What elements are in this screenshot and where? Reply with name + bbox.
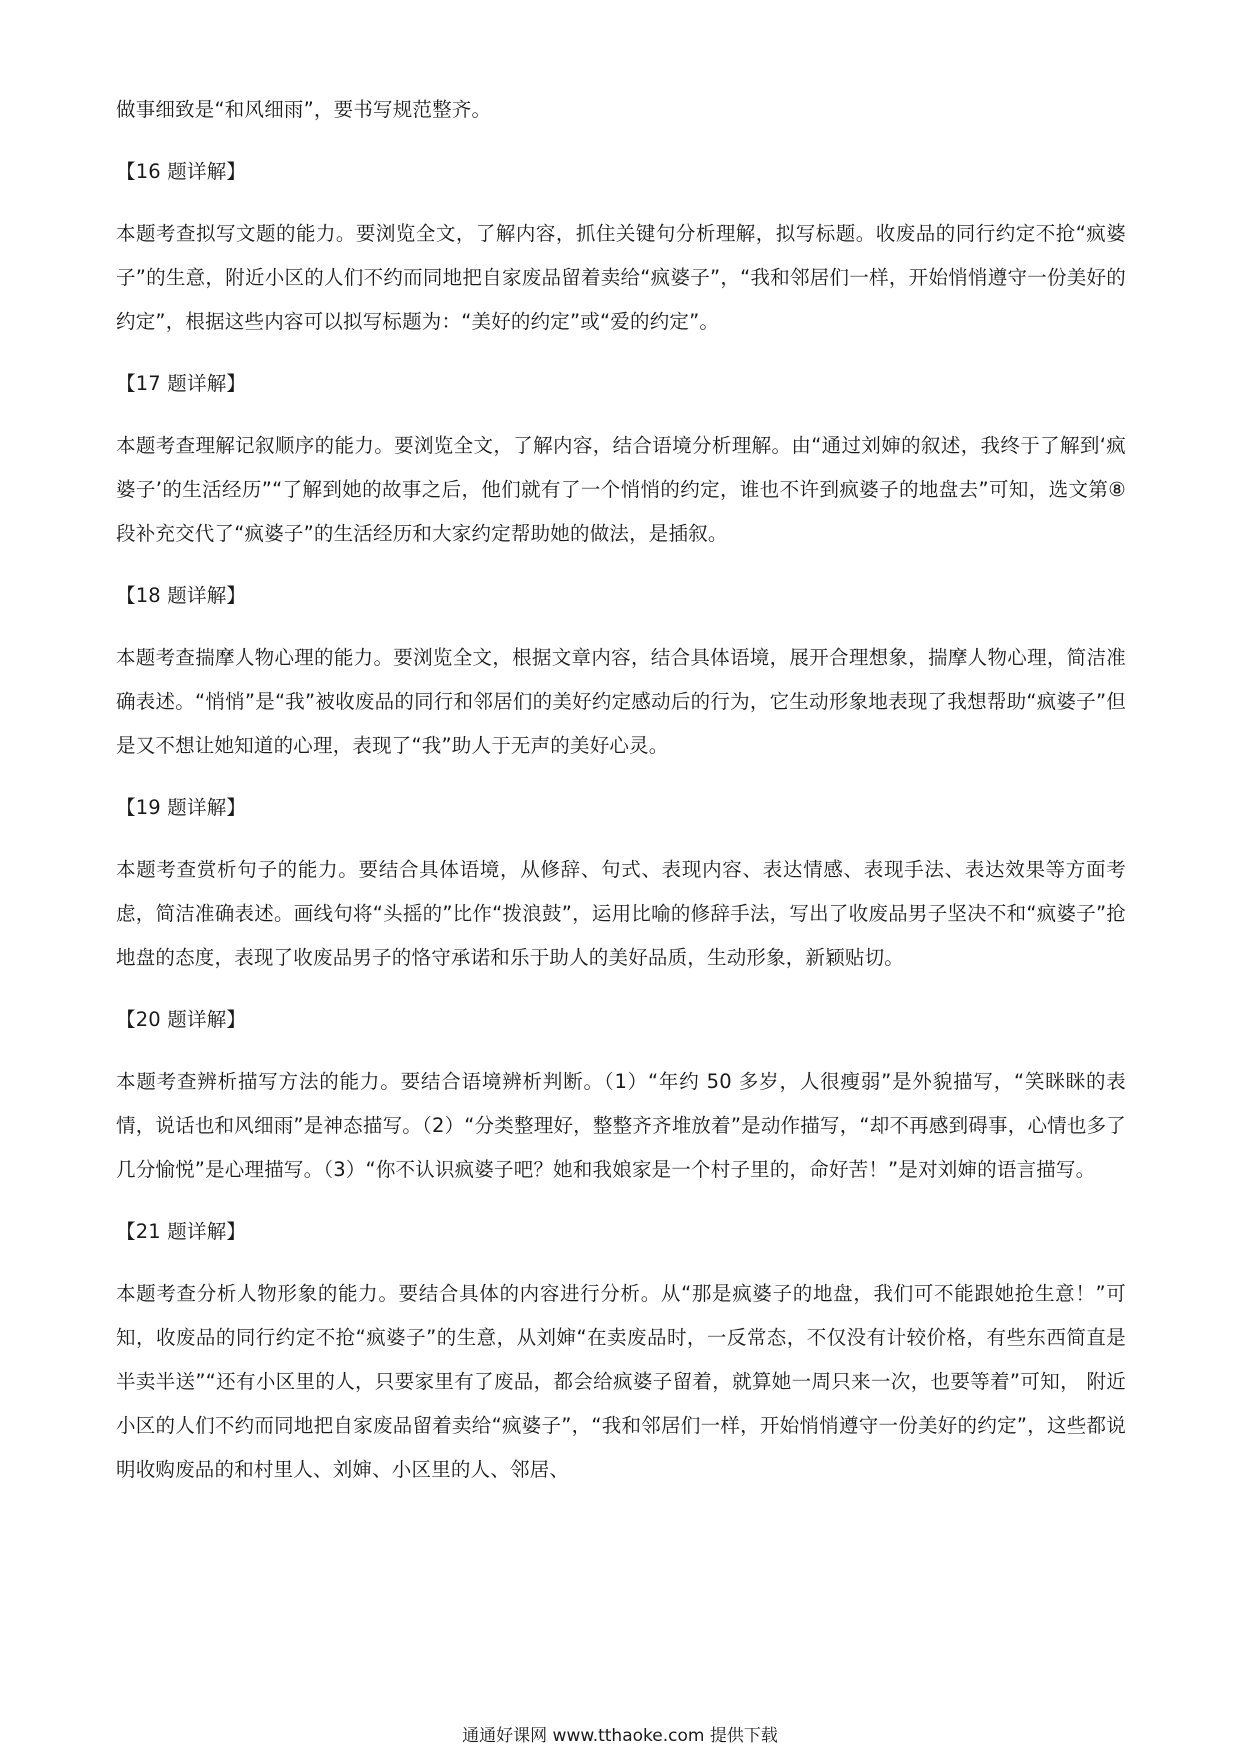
page-footer: 通通好课网 www.tthaoke.com 提供下载 [462,1726,778,1746]
document-page [116,88,1126,1492]
section-18-body: 本题考查揣摩人物心理的能力。要浏览全文，根据文章内容，结合具体语境，展开合理想象，揣摩人物心理，简洁准确表述。“悄悄”是“我”被收废品的同行和邻居们的美好约定感动后的行为，它生动形象地表现了我想帮助“疯婆子”但是又不想让她知道的心理，表现了“我”助人于无声的美好心灵。 [116,646,1126,757]
section-16-body: 本题考查拟写文题的能力。要浏览全文，了解内容，抓住关键句分析理解，拟写标题。收废品的同行约定不抢“疯婆子”的生意，附近小区的人们不约而同地把自家废品留着卖给“疯婆子”，“我和邻居们一样，开始悄悄遵守一份美好的约定”，根据这些内容可以拟写标题为：“美好的约定”或“爱的约定”。 [116,222,1126,333]
section-19-body: 本题考查赏析句子的能力。要结合具体语境，从修辞、句式、表现内容、表达情感、表现手法、表达效果等方面考虑，简洁准确表述。画线句将“头摇的”比作“拨浪鼓”，运用比喻的修辞手法，写出了收废品男子坚决不和“疯婆子”抢地盘的态度，表现了收废品男子的恪守承诺和乐于助人的美好品质，生动形象，新颖贴切。 [116,858,1126,969]
section-18-heading: 【18 题详解】 [116,584,247,607]
intro-paragraph: 做事细致是“和风细雨”，要书写规范整齐。 [116,98,492,121]
section-20-body: 本题考查辨析描写方法的能力。要结合语境辨析判断。（1）“年约 50 多岁，人很瘦弱”是外貌描写，“笑眯眯的表情，说话也和风细雨”是神态描写。（2）“分类整理好，整整齐齐堆放着”是动作描写，“却不再感到碍事，心情也多了几分愉悦”是心理描写。（3）“你不认识疯婆子吧？她和我娘家是一个村子里的，命好苦！”是对刘婶的语言描写。 [116,1070,1126,1181]
section-17-heading: 【17 题详解】 [116,372,247,395]
section-17-body: 本题考查理解记叙顺序的能力。要浏览全文，了解内容，结合语境分析理解。由“通过刘婶的叙述，我终于了解到‘疯婆子’的生活经历”“了解到她的故事之后，他们就有了一个悄悄的约定，谁也不许到疯婆子的地盘去”可知，选文第⑧段补充交代了“疯婆子”的生活经历和大家约定帮助她的做法，是插叙。 [116,434,1126,545]
section-19-heading: 【19 题详解】 [116,796,247,819]
section-16-heading: 【16 题详解】 [116,160,247,183]
section-21-body: 本题考查分析人物形象的能力。要结合具体的内容进行分析。从“那是疯婆子的地盘，我们可不能跟她抢生意！”可知，收废品的同行约定不抢“疯婆子”的生意，从刘婶“在卖废品时，一反常态，不仅没有计较价格，有些东西简直是半卖半送”“还有小区里的人，只要家里有了废品，都会给疯婆子留着，就算她一周只来一次，也要等着”可知， 附近小区的人们不约而同地把自家废品留着卖给“疯婆子”，“我和邻居们一样，开始悄悄遵守一份美好的约定”，这些都说明收购废品的和村里人、刘婶、小区里的人、邻居、 [116,1282,1126,1481]
section-21-heading: 【21 题详解】 [116,1220,247,1243]
section-20-heading: 【20 题详解】 [116,1008,247,1031]
